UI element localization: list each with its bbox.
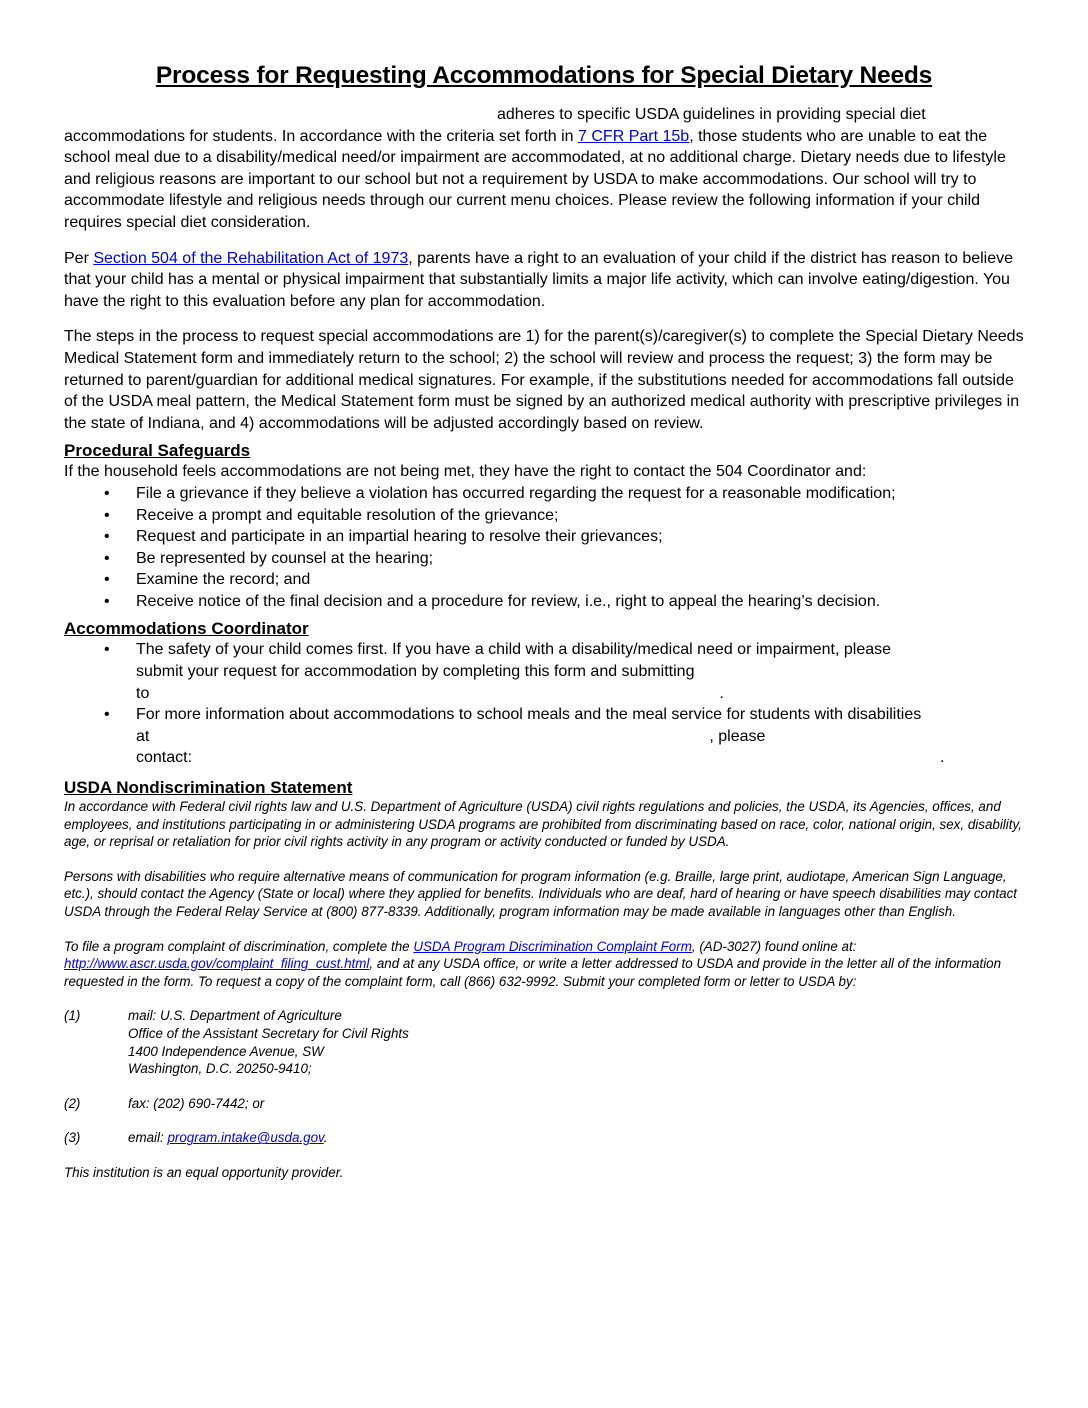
please-label: , please xyxy=(709,727,766,745)
fax-text: fax: (202) 690-7442; or xyxy=(128,1095,265,1111)
complaint-form-link[interactable]: USDA Program Discrimination Complaint Form xyxy=(413,938,692,954)
contact-label: contact: xyxy=(136,749,193,767)
complaint-url-link[interactable]: http://www.ascr.usda.gov/complaint_filing_cust.html xyxy=(64,956,370,972)
cfr-link[interactable]: 7 CFR Part 15b xyxy=(578,127,690,145)
coordinator-item1-line2: submit your request for accommodation by completing this form and submitting xyxy=(136,663,695,681)
procedural-safeguards-heading: Procedural Safeguards xyxy=(64,441,251,461)
nondiscrimination-heading: USDA Nondiscrimination Statement xyxy=(64,778,353,798)
period: . xyxy=(719,684,724,702)
period: . xyxy=(940,749,945,767)
email-label: email: xyxy=(128,1130,168,1146)
section504-link[interactable]: Section 504 of the Rehabilitation Act of 1973 xyxy=(93,249,409,267)
submit-to-label: to xyxy=(136,684,150,702)
section504-prefix: Per xyxy=(64,249,94,267)
section504-text: , parents have a right to an evaluation of your child if the district has reason to believe that your child has a mental or physical impairment that substantially limits a major life activity, which can involve eating/digestion. You have the right to this evaluation before any plan for accommodation. xyxy=(64,249,1014,310)
contact-fax xyxy=(64,1095,1024,1113)
list-item xyxy=(64,704,1024,769)
equal-opportunity-note: This institution is an equal opportunity provider. xyxy=(64,1164,344,1180)
page-title: Process for Requesting Accommodations for Special Dietary Needs xyxy=(155,62,933,89)
coordinator-item1-line3 xyxy=(136,683,1024,705)
contact-number: (1) xyxy=(64,1008,81,1024)
contact-email xyxy=(64,1129,1024,1147)
nondiscrimination-para1: In accordance with Federal civil rights law and U.S. Department of Agriculture (USDA) civil rights regulations and policies, the USDA, its Agencies, offices, and employees, and institutions participating in or administering USDA programs are prohibited from discriminating based on race, color, national origin, sex, disability, age, or reprisal or retaliation for prior civil rights activity in any program or activity conducted or funded by USDA. xyxy=(64,799,1022,850)
nondiscrimination-para3 xyxy=(64,938,1024,991)
list-item: • Request and participate in an impartial hearing to resolve their grievances; xyxy=(64,526,1024,548)
email-line xyxy=(128,1129,327,1147)
contact-mail xyxy=(64,1007,1024,1077)
intro-text-after-link: , those students who are unable to eat the school meal due to a disability/medical need/or impairment are accommodated, at no additional charge. Dietary needs due to lifestyle and religious reasons are important to our school but not a requirement by USDA to make accommodations. Our school will try to accommodate lifestyle and religious needs through our current menu choices. Please review the following information if your child requires special diet consideration. xyxy=(64,127,1006,231)
nondiscrimination-para2: Persons with disabilities who require alternative means of communication for program information (e.g. Braille, large print, audiotape, American Sign Language, etc.), should contact the Agency (State or local) where they applied for benefits. Individuals who are deaf, hard of hearing or have speech disabilities may contact USDA through the Federal Relay Service at (800) 877-8339. Additionally, program information may be made available in languages other than English. xyxy=(64,868,1018,919)
list-item: • Receive a prompt and equitable resolution of the grievance; xyxy=(64,505,1024,527)
intro-text-before-link: adheres to specific USDA guidelines in providing special diet accommodations for students. In accordance with the criteria set forth in xyxy=(64,106,926,145)
intro-paragraph xyxy=(64,104,1024,234)
address-line: 1400 Independence Avenue, SW xyxy=(128,1043,324,1059)
para3-text: To file a program complaint of discrimination, complete the xyxy=(64,938,414,954)
list-item: • Examine the record; and xyxy=(64,569,1024,591)
coordinator-item1-line1: • The safety of your child comes first. If you have a child with a disability/medical need or impairment, please xyxy=(136,641,892,659)
procedural-safeguards-lead: If the household feels accommodations are not being met, they have the right to contact the 504 Coordinator and: xyxy=(64,463,867,481)
address-line: Washington, D.C. 20250-9410; xyxy=(128,1061,312,1077)
coordinator-item2-line3 xyxy=(136,747,1024,769)
procedural-safeguards-list xyxy=(64,483,1024,613)
fax-line xyxy=(128,1095,264,1113)
contact-number: (3) xyxy=(64,1130,81,1146)
email-link[interactable]: program.intake@usda.gov xyxy=(167,1130,324,1146)
contact-number: (2) xyxy=(64,1095,81,1111)
address-line: Office of the Assistant Secretary for Civil Rights xyxy=(128,1025,409,1041)
address-line: mail: U.S. Department of Agriculture xyxy=(128,1008,342,1024)
contact-methods xyxy=(64,1007,1024,1147)
coordinator-item2-line2 xyxy=(136,726,1024,748)
para3-text: , (AD-3027) found online at: xyxy=(691,938,857,954)
list-item xyxy=(64,639,1024,704)
section504-paragraph xyxy=(64,248,1024,313)
mail-address xyxy=(128,1007,409,1077)
document-page xyxy=(64,62,1024,1182)
para3-text: , and at any USDA office, or write a letter addressed to USDA and provide in the letter all of the information requested in the form. To request a copy of the complaint form, call (866) 632-9992. Submit your completed form or letter to USDA by: xyxy=(64,956,1002,989)
coordinator-item2-line1: • For more information about accommodations to school meals and the meal service for students with disabilities xyxy=(136,706,922,724)
at-label: at xyxy=(136,727,150,745)
accommodations-coordinator-heading: Accommodations Coordinator xyxy=(64,619,309,639)
accommodations-coordinator-list xyxy=(64,639,1024,769)
period: . xyxy=(323,1130,328,1146)
list-item: • Be represented by counsel at the hearing; xyxy=(64,548,1024,570)
list-item: • File a grievance if they believe a violation has occurred regarding the request for a reasonable modification; xyxy=(64,483,1024,505)
steps-paragraph: The steps in the process to request special accommodations are 1) for the parent(s)/caregiver(s) to complete the Special Dietary Needs Medical Statement form and immediately return to the school; 2) the school will review and process the request; 3) the form may be returned to parent/guardian for additional medical signatures. For example, if the substitutions needed for accommodations fall outside of the USDA meal pattern, the Medical Statement form must be signed by an authorized medical authority with prescriptive privileges in the state of Indiana, and 4) accommodations will be adjusted accordingly based on review. xyxy=(64,328,1024,432)
list-item: • Receive notice of the final decision and a procedure for review, i.e., right to appeal the hearing’s decision. xyxy=(64,591,1024,613)
